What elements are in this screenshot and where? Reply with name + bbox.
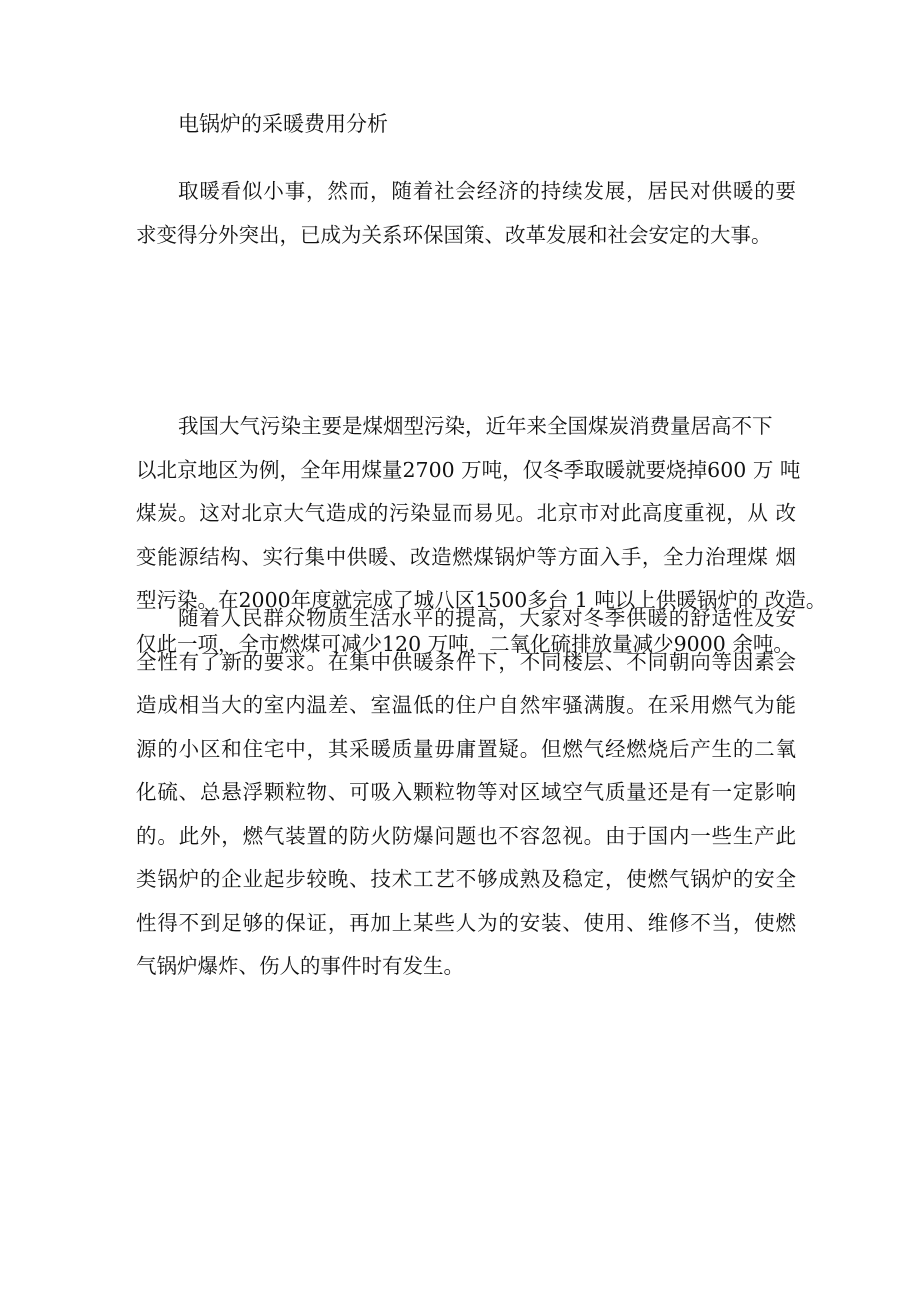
paragraph-line: 仅此一项，全市燃煤可减少120 万吨，二氧化硫排放量减少9000 余吨。: [136, 631, 794, 656]
paragraph-line: 求变得分外突出，已成为关系环保国策、改革发展和社会安定的大事。: [136, 222, 772, 247]
paragraph-line: 我国大气污染主要是煤烟型污染，近年来全国煤炭消费量居高不下: [178, 414, 773, 438]
paragraph-line: 变能源结构、实行集中供暖、改造燃煤锅炉等方面入手，全力治理煤 烟: [136, 544, 796, 569]
paragraph-line: 取暖看似小事，然而，随着社会经济的持续发展，居民对供暖的要: [178, 179, 796, 203]
paragraph-line: 类锅炉的企业起步较晚、技术工艺不够成熟及稳定，使燃气锅炉的安全: [136, 867, 796, 891]
paragraph-line: 化硫、总悬浮颗粒物、可吸入颗粒物等对区域空气质量还是有一定影响: [136, 780, 796, 804]
paragraph-line: 型污染。在2000年度就完成了城八区1500多台 1 吨以上供暖锅炉的 改造。: [136, 588, 827, 612]
paragraph-line: 的。此外，燃气装置的防火防爆问题也不容忽视。由于国内一些生产此: [136, 823, 796, 848]
paragraph-line: 随着人民群众物质生活水平的提高，大家对冬季供暖的舒适性及安: [178, 606, 796, 630]
paragraph-line: 煤炭。这对北京大气造成的污染显而易见。北京市对此高度重视，从 改: [136, 501, 796, 525]
paragraph-line: 源的小区和住宅中，其采暖质量毋庸置疑。但燃气经燃烧后产生的二氧: [136, 736, 796, 761]
paragraph-line: 全性有了新的要求。在集中供暖条件下，不同楼层、不同朝向等因素会: [136, 649, 796, 674]
paragraph-line: 以北京地区为例，全年用煤量2700 万吨，仅冬季取暖就要烧掉600 万 吨: [136, 457, 801, 482]
paragraph-3: [136, 597, 796, 989]
paragraph-line: 性得不到足够的保证，再加上某些人为的安装、使用、维修不当，使燃: [136, 910, 796, 935]
paragraph-1: [136, 170, 796, 257]
document-title: 电锅炉的采暖费用分析: [178, 112, 388, 136]
paragraph-line: 气锅炉爆炸、伤人的事件时有发生。: [136, 954, 464, 978]
paragraph-line: 造成相当大的室内温差、室温低的住户自然牢骚满腹。在采用燃气为能: [136, 693, 796, 717]
